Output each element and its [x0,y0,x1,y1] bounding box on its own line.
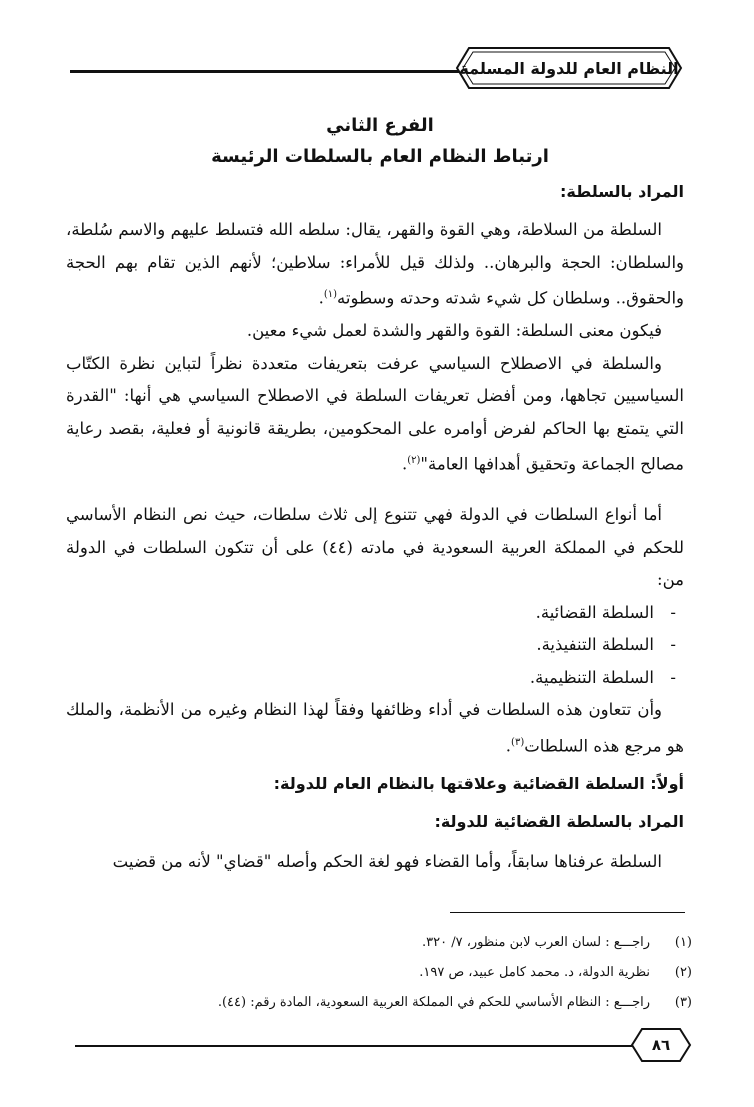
footnote-3: (٣) راجـــع : النظام الأساسي للحكم في المملكة العربية السعودية، المادة رقم: (٤٤). [217,995,692,1010]
footnotes [72,928,692,1018]
running-header-title: النظام العام للدولة المسلمة [459,58,679,78]
section-heading-judicial: المراد بالسلطة القضائية للدولة: [434,812,684,831]
footnote-ref-3: (٣) [511,736,525,748]
page-number-badge [630,1027,692,1063]
paragraph-1: السلطة من السلاطة، وهي القوة والقهر، يقال: سلطه الله فتسلط عليهم والاسم سُلطة، والسلطان: الحجة والبرهان.. ولذلك قيل للأمراء: سلاطين؛ لأنهم الذين تقام بهم الحجة والحقوق.. وسلطان كل شيء شدته وحدته وسطوته$^{(١)}$. [66,220,684,308]
footnote-2: (٢) نظرية الدولة، د. محمد كامل عبيد، ص ١٩٧. [419,965,692,980]
paragraph-2: فيكون معنى السلطة: القوة والقهر والشدة لعمل شيء معين. [246,321,662,340]
page-number: ٨٦ [651,1036,671,1054]
list-item: - السلطة التنفيذية. [536,635,676,654]
branch-subtitle: ارتباط النظام العام بالسلطات الرئيسة [211,146,549,167]
footnote-rule [450,912,685,913]
section-heading-meaning: المراد بالسلطة: [560,182,684,201]
paragraph-6: السلطة عرفناها سابقاً، وأما القضاء فهو لغة الحكم وأصله "قضاي" لأنه من قضيت [112,852,662,871]
footnote-ref-2: (٢) [407,455,421,466]
section-heading-first: أولاً: السلطة القضائية وعلاقتها بالنظام العام للدولة: [273,774,684,793]
paragraph-4: أما أنواع السلطات في الدولة فهي تتنوع إلى ثلاث سلطات، حيث نص النظام الأساسي للحكم في المملكة العربية السعودية في مادته (٤٤) على أن تتكون السلطات في الدولة من: [66,505,684,589]
body-block-2 [66,846,684,879]
list-item: - السلطة القضائية. [535,602,676,622]
footer-rule [75,1045,635,1047]
paragraph-3: والسلطة في الاصطلاح السياسي عرفت بتعريفات متعددة نظراً لتباين نظرة الكتّاب السياسيين تجاهها، ومن أفضل تعريفات السلطة في الاصطلاح السياسي هي أنها: "القدرة التي يتمتع بها الحاكم لفرض أوامره على المحكومين، بطريقة قانونية أو فعلية، بقصد رعاية مصالح الجماعة وتحقيق أهدافها العامة"$^{(٢)}$. [66,353,684,474]
authorities-list [66,597,684,695]
paragraph-5: وأن تتعاون هذه السلطات في أداء وظائفها وفقاً لهذا النظام وغيره من الأنظمة، والملك هو مرجع هذه السلطات$^{(٣)}$. [66,700,684,755]
branch-heading: الفرع الثاني [326,115,434,136]
body-block-1 [66,214,684,763]
list-item: - السلطة التنظيمية. [529,667,676,687]
footnote-ref-1: (١) [323,289,338,300]
header-rule [70,70,465,73]
footnote-1: (١) راجـــع : لسان العرب لابن منظور، ٧/ ٣٢٠. [421,935,692,950]
running-header [455,45,683,91]
